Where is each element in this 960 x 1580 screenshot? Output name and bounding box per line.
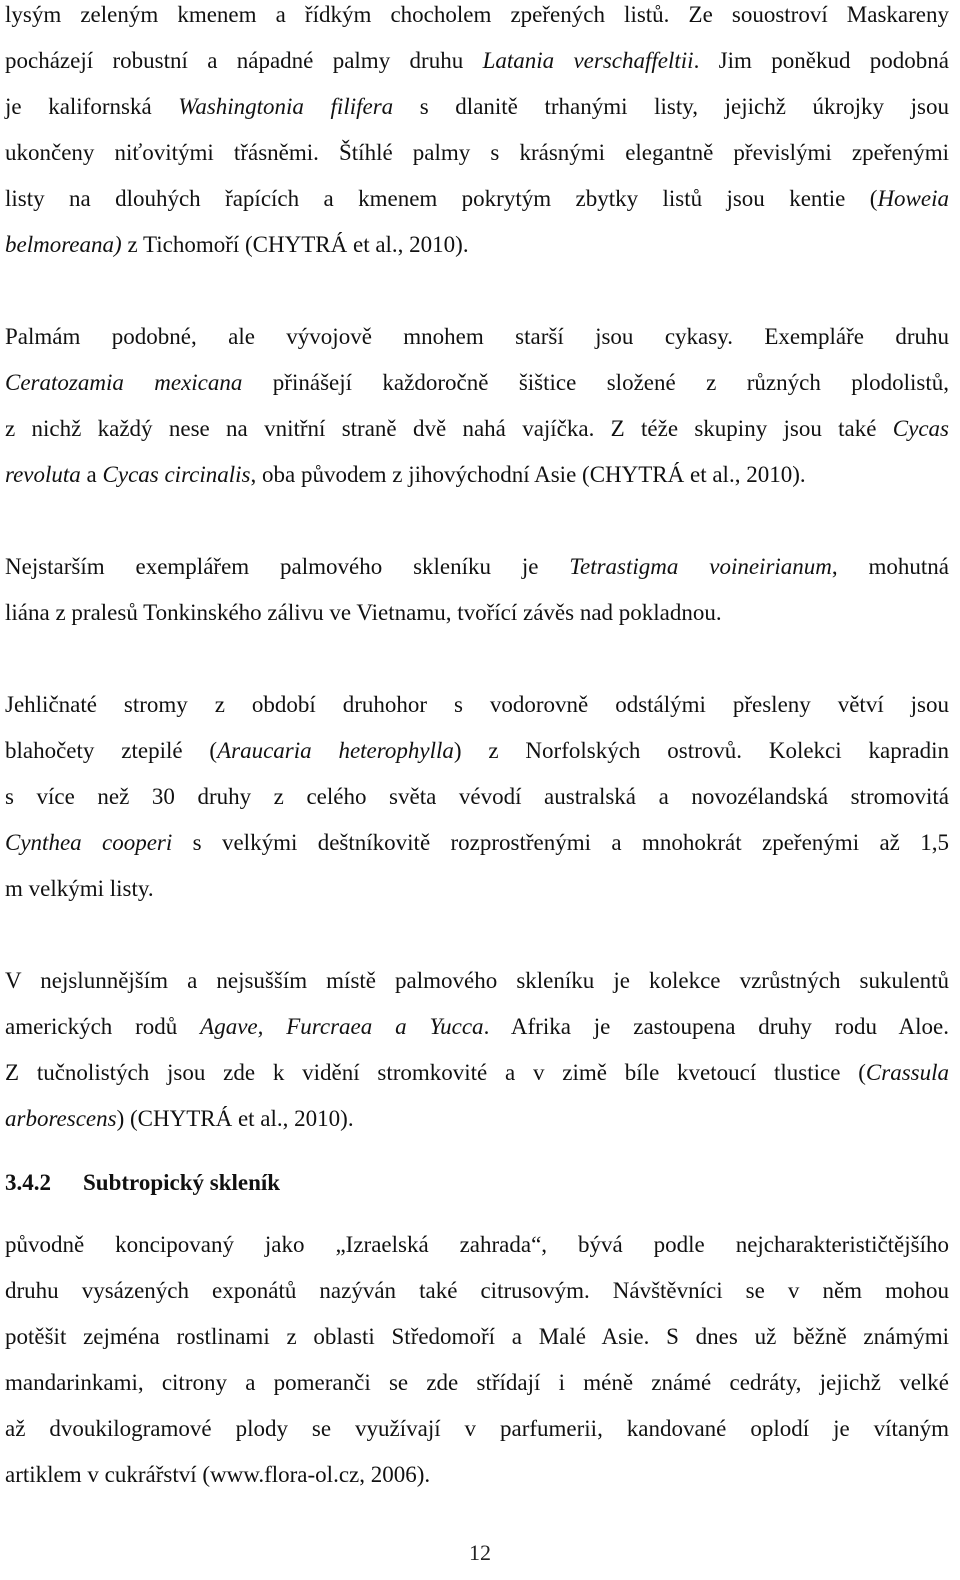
text-run: listy na dlouhých řapících a kmenem pokrytým zbytky listů jsou kentie ( [5,186,878,211]
text-run: ) z Norfolských ostrovů. Kolekci kapradin [453,738,949,763]
text-line [5,1104,949,1134]
text-run: blahočety ztepilé ( [5,738,218,763]
text-run: Nejstarším exemplářem palmového skleníku je [5,554,570,579]
text-run: pocházejí robustní a nápadné palmy druhu [5,48,483,73]
text-run: m velkými listy. [5,876,154,901]
text-line [5,1368,949,1398]
section-title: Subtropický skleník [83,1170,281,1195]
text-run: Palmám podobné, ale vývojově mnohem starší jsou cykasy. Exempláře druhu [5,324,949,349]
text-run: ) (CHYTRÁ et al., 2010). [116,1106,354,1131]
text-run: . Jim poněkud podobná [693,48,949,73]
text-line [5,46,949,76]
text-line [5,874,949,904]
text-line [5,782,949,812]
text-line [5,598,949,628]
italic-text: Agave, Furcraea a Yucca [200,1014,484,1039]
text-run: amerických rodů [5,1014,201,1039]
text-run: potěšit zejména rostlinami z oblasti Středomoří a Malé Asie. S dnes už běžně známými [5,1324,949,1349]
italic-text: Ceratozamia mexicana [5,370,243,395]
text-line [5,414,949,444]
section-number: 3.4.2 [5,1170,51,1195]
text-run: . Afrika je zastoupena druhy rodu Aloe. [483,1014,949,1039]
text-run: z Tichomoří (CHYTRÁ et al., 2010). [121,232,469,257]
text-run: mandarinkami, citrony a pomeranči se zde střídají i méně známé cedráty, jejichž velké [5,1370,949,1395]
text-line [5,552,949,582]
text-line [5,1230,949,1260]
italic-text: Washingtonia filifera [178,94,394,119]
text-run: lysým zeleným kmenem a řídkým chocholem zpeřených listů. Ze souostroví Maskareny [5,2,949,27]
italic-text: Crassula [865,1060,949,1085]
italic-text: Tetrastigma voineirianum [569,554,832,579]
text-line [5,1276,949,1306]
text-line [5,1012,949,1042]
italic-text: revoluta [5,462,81,487]
text-run: původně koncipovaný jako „Izraelská zahrada“, bývá podle nejcharakterističtějšího [5,1232,949,1257]
text-run: , mohutná [831,554,949,579]
text-run: a [80,462,103,487]
text-line [5,1414,949,1444]
text-run: je kalifornská [5,94,179,119]
text-run: artiklem v cukrářství (www.flora-ol.cz, 2006). [5,1462,431,1487]
text-run: liána z pralesů Tonkinského zálivu ve Vietnamu, tvořící závěs nad pokladnou. [5,600,722,625]
text-line [5,736,949,766]
text-line [5,690,949,720]
text-line [5,368,949,398]
section-heading [5,1168,280,1198]
text-run: Z tučnolistých jsou zde k vidění stromkovité a v zimě bíle kvetoucí tlustice ( [5,1060,866,1085]
text-line [5,1058,949,1088]
text-line [5,966,949,996]
text-run: až dvoukilogramové plody se využívají v parfumerii, kandované oplodí je vítaným [5,1416,949,1441]
text-run: druhu vysázených exponátů nazýván také citrusovým. Návštěvníci se v něm mohou [5,1278,949,1303]
text-line [5,828,949,858]
text-run: z nichž každý nese na vnitřní straně dvě nahá vajíčka. Z téže skupiny jsou také [5,416,893,441]
text-line [5,322,949,352]
text-line [5,1322,949,1352]
italic-text: Latania verschaffeltii [482,48,694,73]
text-run: s velkými deštníkovitě rozprostřenými a mnohokrát zpeřenými až 1,5 [172,830,949,855]
text-line [5,92,949,122]
italic-text: arborescens [5,1106,117,1131]
text-line [5,460,949,490]
italic-text: Cycas [892,416,949,441]
page-number: 12 [469,1540,491,1565]
text-run: přinášejí každoročně šištice složené z různých plodolistů, [242,370,949,395]
italic-text: Cycas circinalis [102,462,251,487]
text-line [5,184,949,214]
text-run: Jehličnaté stromy z období druhohor s vodorovně odstálými přesleny větví jsou [5,692,949,717]
text-run: s více než 30 druhy z celého světa vévodí australská a novozélandská stromovitá [5,784,949,809]
text-run: ukončeny niťovitými třásněmi. Štíhlé palmy s krásnými elegantně převislými zpeřenými [5,140,949,165]
text-line [5,230,949,260]
italic-text: belmoreana) [5,232,122,257]
text-line [5,0,949,30]
text-run: V nejslunnějším a nejsušším místě palmového skleníku je kolekce vzrůstných sukulentů [5,968,949,993]
text-run: , oba původem z jihovýchodní Asie (CHYTRÁ et al., 2010). [250,462,806,487]
text-run: s dlanitě trhanými listy, jejichž úkrojky jsou [393,94,949,119]
italic-text: Cynthea cooperi [5,830,173,855]
italic-text: Araucaria heterophylla [217,738,454,763]
text-line [5,1460,949,1490]
text-line [5,138,949,168]
italic-text: Howeia [877,186,949,211]
